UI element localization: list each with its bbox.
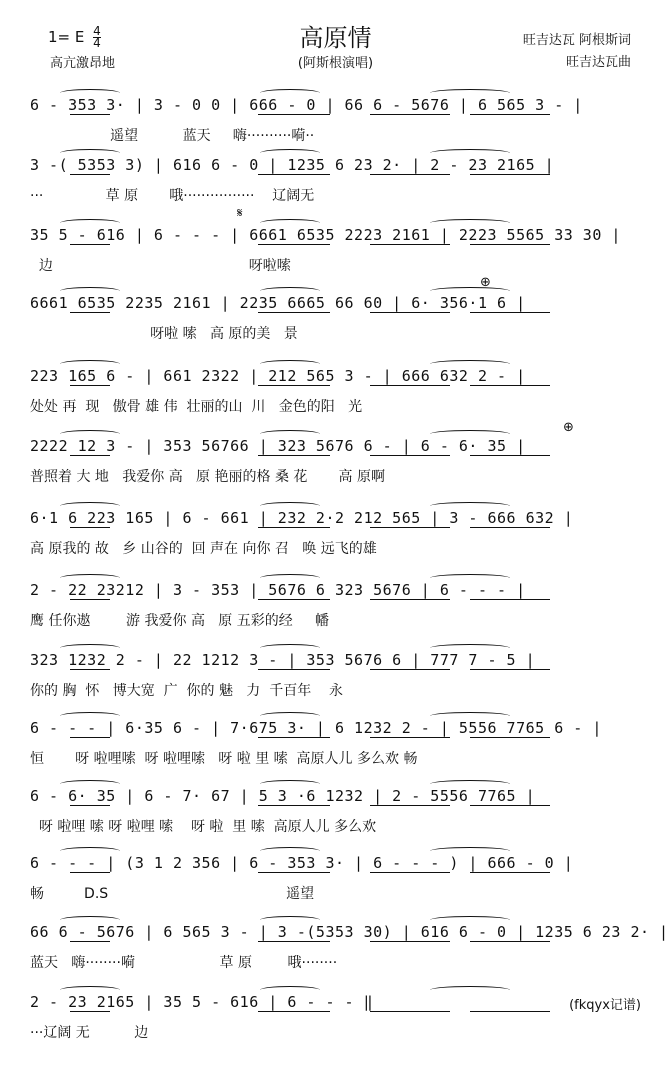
lyric-line: 鹰 任你遨 游 我爱你 高 原 五彩的经 幡	[30, 613, 330, 629]
slur-mark	[430, 360, 510, 368]
lyric-line: 处处 再 现 傲骨 雄 伟 壮丽的山 川 金色的阳 光	[30, 399, 363, 415]
slur-mark	[430, 916, 510, 924]
slur-mark	[260, 149, 320, 157]
notation-line: 66 6 - 5676 | 6 565 3 - | 3 -(5353 30) | 616 6 - 0 | 1235 6 23 2· |	[30, 923, 669, 941]
slur-mark	[260, 430, 320, 438]
slur-mark	[260, 780, 320, 788]
slur-mark	[260, 916, 320, 924]
lyric-line: 边 呀啦嗦	[30, 258, 291, 274]
lyricist: 旺吉达瓦 阿根斯词	[522, 33, 631, 48]
slur-mark	[260, 287, 320, 295]
segno-sign: 𝄋	[237, 206, 243, 221]
slur-mark	[60, 712, 120, 720]
lyric-line: 普照着 大 地 我爱你 高 原 艳丽的格 桑 花 高 原啊	[30, 469, 386, 485]
lyric-line: ···辽阔 无 边	[30, 1025, 149, 1041]
coda-sign: ⊕	[480, 275, 491, 290]
notation-line: 6 - - - | (3 1 2 356 | 6 - 353 3· | 6 - - - ) | 666 - 0 |	[30, 854, 574, 872]
slur-mark	[430, 986, 510, 994]
slur-mark	[60, 644, 120, 652]
lyric-line: 呀 啦哩 嗦 呀 啦哩 嗦 呀 啦 里 嗦 高原人儿 多么欢	[30, 819, 377, 835]
notation-line: 6661 6535 2235 2161 | 2235 6665 66 60 | 6· 356·1 6 |	[30, 294, 526, 312]
slur-mark	[430, 780, 510, 788]
lyric-line: 高 原我的 故 乡 山谷的 回 声在 向你 召 唤 远飞的雄	[30, 541, 377, 557]
notation-line: 6 - 6· 35 | 6 - 7· 67 | 5 3 ·6 1232 | 2 - 5556 7765 |	[30, 787, 536, 805]
notation-line: 6·1 6 223 165 | 6 - 661 | 232 2·2 212 565 | 3 - 666 632 |	[30, 509, 574, 527]
slur-mark	[430, 149, 510, 157]
slur-mark	[60, 986, 120, 994]
slur-mark	[260, 219, 320, 227]
slur-mark	[260, 574, 320, 582]
slur-mark	[260, 89, 320, 97]
beam-lines	[30, 669, 640, 670]
beam-lines	[30, 599, 640, 600]
slur-mark	[60, 916, 120, 924]
lyric-line: 蓝天 嗨········嗬 草 原 哦········	[30, 955, 338, 971]
slur-mark	[60, 430, 120, 438]
slur-mark	[260, 986, 320, 994]
coda-sign-2: ⊕	[563, 420, 574, 435]
tempo-marking: 高亢激昂地	[50, 56, 116, 71]
beam-lines	[30, 737, 640, 738]
key-label: 1= E	[48, 28, 85, 46]
slur-mark	[60, 502, 120, 510]
slur-mark	[60, 219, 120, 227]
slur-mark	[260, 360, 320, 368]
notation-line: 323 1232 2 - | 22 1212 3 - | 353 5676 6 | 777 7 - 5 |	[30, 651, 536, 669]
beam-lines	[30, 312, 640, 313]
transcriber: (fkqyx记谱)	[569, 998, 641, 1013]
lyric-line: 呀啦 嗦 高 原的美 景	[30, 326, 298, 342]
lyric-line: 恒 呀 啦哩嗦 呀 啦哩嗦 呀 啦 里 嗦 高原人儿 多么欢 畅	[30, 751, 418, 767]
beam-lines	[30, 114, 640, 115]
beam-lines	[30, 941, 640, 942]
slur-mark	[60, 89, 120, 97]
beam-lines	[30, 805, 640, 806]
slur-mark	[60, 360, 120, 368]
slur-mark	[60, 574, 120, 582]
slur-mark	[60, 287, 120, 295]
slur-mark	[260, 712, 320, 720]
slur-mark	[60, 780, 120, 788]
slur-mark	[260, 847, 320, 855]
composer: 旺吉达瓦曲	[565, 55, 631, 70]
notation-line: 2 - 23 2165 | 35 5 - 616 | 6 - - - ‖	[30, 993, 374, 1011]
notation-line: 223 165 6 - | 661 2322 | 212 565 3 - | 666 632 2 - |	[30, 367, 526, 385]
slur-mark	[430, 574, 510, 582]
notation-line: 35 5 - 616 | 6 - - - | 6661 6535 2223 2161 | 2223 5565 33 30 |	[30, 226, 621, 244]
notation-line: 2222 12 3 - | 353 56766 | 323 5676 6 - | 6 - 6· 35 |	[30, 437, 526, 455]
song-title: 高原情	[299, 24, 372, 52]
beam-lines	[30, 244, 640, 245]
slur-mark	[60, 847, 120, 855]
lyric-line: 遥望 蓝天 嗨··········嗬··	[30, 128, 315, 144]
time-bottom: 4	[93, 36, 101, 50]
slur-mark	[430, 644, 510, 652]
performer: (阿斯根演唱)	[297, 56, 374, 71]
lyric-line: 你的 胸 怀 博大宽 广 你的 魅 力 千百年 永	[30, 683, 344, 699]
notation-line: 2 - 22 23212 | 3 - 353 | 5676 6 323 5676 | 6 - - - |	[30, 581, 526, 599]
slur-mark	[430, 287, 510, 295]
slur-mark	[430, 502, 510, 510]
slur-mark	[430, 847, 510, 855]
beam-lines	[30, 174, 640, 175]
lyric-line: ··· 草 原 哦················ 辽阔无	[30, 188, 315, 204]
slur-mark	[430, 219, 510, 227]
beam-lines	[30, 1011, 640, 1012]
slur-mark	[260, 644, 320, 652]
notation-line: 6 - 353 3· | 3 - 0 0 | 666 - 0 | 66 6 - 5676 | 6 565 3 - |	[30, 96, 583, 114]
notation-line: 3 -( 5353 3) | 616 6 - 0 | 1235 6 23 2· | 2 - 23 2165 |	[30, 156, 555, 174]
slur-mark	[60, 149, 120, 157]
lyric-line: 畅 D.S 遥望	[30, 886, 315, 902]
slur-mark	[430, 712, 510, 720]
beam-lines	[30, 872, 640, 873]
notation-line: 6 - - - | 6·35 6 - | 7·675 3· | 6 1232 2 - | 5556 7765 6 - |	[30, 719, 602, 737]
credits	[523, 30, 631, 74]
slur-mark	[260, 502, 320, 510]
beam-lines	[30, 385, 640, 386]
time-top: 4	[93, 24, 101, 38]
slur-mark	[430, 430, 510, 438]
beam-lines	[30, 455, 640, 456]
beam-lines	[30, 527, 640, 528]
slur-mark	[430, 89, 510, 97]
